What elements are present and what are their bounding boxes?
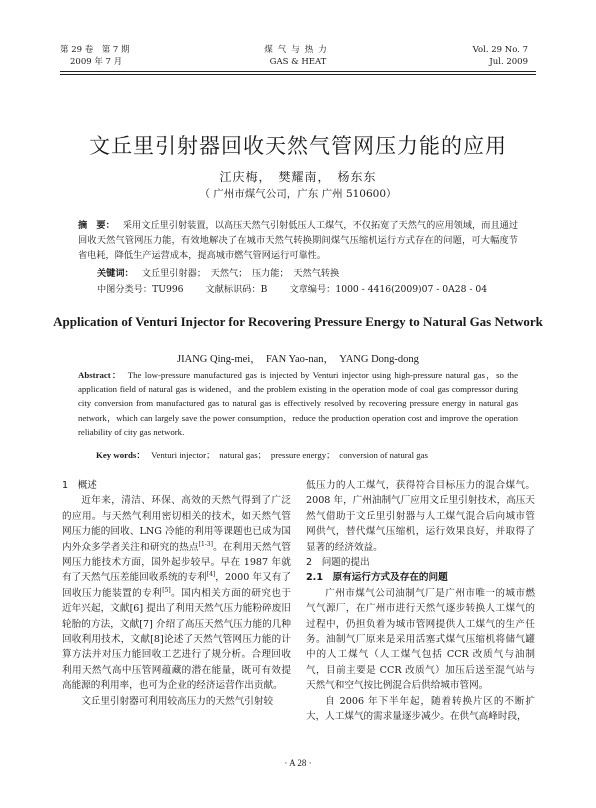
paper-title-en: Application of Venturi Injector for Recovering Pressure Energy to Natural Gas Network [53,314,543,329]
journal-name-cn: 煤气与热力 [264,45,332,55]
authors-en: JIANG Qing-mei， FAN Yao-nan， YANG Dong-dong [177,354,419,365]
body-column-right [306,478,535,725]
keywords-cn-label: 关键词： [97,268,134,279]
date-cn: 2009 年 7 月 [70,57,123,67]
authors-cn: 江庆梅， 樊耀南， 杨东东 [219,170,377,184]
abstract-cn-text: 采用文丘里引射装置，以高压天然气引射低压人工煤气，不仅拓宽了天然气的应用领域，而且通过回收天然气管网压力能，有效地解决了在城市天然气转换期间煤气压缩机运行方式存在的问题，可大幅度节省电耗，降低生产运营成本，提高城市燃气管网运行可靠性。 [78,220,519,261]
classification-cn [97,283,537,297]
citation: [5] [162,586,171,594]
journal-name-en: GAS & HEAT [269,57,327,67]
page-number: · A 28 · [284,758,312,768]
volume-cn: 第 29 卷 第 7 期 [60,45,130,55]
section-2-1-paragraph-2: 自 2006 年下半年起，随着转换片区的不断扩大，人工煤气的需求量逐步减少。在供气高峰时段， [306,695,535,723]
paper-title-cn: 文丘里引射器回收天然气管网压力能的应用 [89,134,507,158]
paragraph-text: ，2000 年又有了回收压力能装置的专利 [62,572,291,599]
header-rule [60,71,536,72]
header-left [60,44,130,68]
citation: [4] [206,571,216,579]
keywords-en-label: Key words： [96,450,146,460]
abstract-en-label: Abstract： [78,370,122,380]
section-1-heading: 1 概述 [62,480,97,491]
article-number: 文章编号：1000 - 4416(2009)07 - 0A28 - 04 [289,284,488,295]
paragraph-text: 。在利用天然气管网压力能技术方面，国外起步较早。早在 1987 年就有了天然气压差能回收系统的专利 [62,541,292,584]
section-1-paragraph-2-continued: 低压力的人工煤气，获得符合目标压力的混合煤气。2008 年，广州油制气厂应用文丘里引射技术，高压天然气借助于文丘里引射器与人工煤气混合后向城市管网供气，替代煤气压缩机，运行效果良好，并取得了显著的经济效益。 [306,480,535,553]
header-center [200,44,396,68]
citation: [1-3] [198,540,213,548]
document-code: 文献标识码：B [205,284,268,295]
keywords-en [96,448,536,462]
body-column-left [62,478,291,709]
keywords-cn-text: 文丘里引射器； 天然气； 压力能； 天然气转换 [141,268,340,279]
header-rule-thin [60,74,536,75]
section-2-heading: 2 问题的提出 [306,557,370,569]
header-right [473,44,528,68]
affiliation-cn: （ 广州市煤气公司，广东 广州 510600） [199,188,397,200]
keywords-cn [97,267,527,281]
section-2-1-heading: 2.1 原有运行方式及存在的问题 [306,572,448,584]
volume-en: Vol. 29 No. 7 [472,45,528,55]
abstract-en [78,368,518,439]
abstract-cn-label: 摘 要： [78,220,115,231]
section-1-paragraph-1 [62,493,291,693]
keywords-en-text: Venturi injector； natural gas； pressure energy； conversion of natural gas [151,450,428,460]
section-2-1-paragraph-1: 广州市煤气公司油制气厂是广州市唯一的城市燃气气源厂，在广州市进行天然气逐步转换人工煤气的过程中，仍担负着为城市管网提供人工煤气的生产任务。油制气厂原来是采用活塞式煤气压缩机将储气罐中的人工煤气（人工煤气包括 CCR 改质气与油制气，目前主要是 CCR 改质气）加压后送至混气站与天然气和空气按比例混合后供给城市管网。 [306,587,535,692]
section-1-paragraph-2-start: 文丘里引射器可利用较高压力的天然气引射较 [81,695,274,707]
abstract-en-text: The low-pressure manufactured gas is injected by Venturi injector using high-pressure natural gas，so the application field of natural gas is widened，and the problem existing in the operation mode of coal gas compressor during city conversion from manufactured gas to natural gas is effectively resolved by recovering pressure energy in natural gas network，which can largely save the power consumption，reduce the production operation cost and improve the operation reliability of city gas network. [78,370,518,437]
paragraph-text: 近年来，清洁、环保、高效的天然气得到了广泛的应用。与天然气利用密切相关的技术，如天然气管网压力能的回收、LNG 冷能的利用等课题也已成为国内外众多学者关注和研究的热点 [62,495,291,553]
date-en: Jul. 2009 [489,57,528,67]
abstract-cn [78,218,518,263]
clc-number: 中图分类号：TU996 [97,284,184,295]
paragraph-text: 。国内相关方面的研究也于近年兴起，文献[6] 提出了利用天然气压力能粉碎废旧轮胎的方法，文献[7] 介绍了高压天然气压力能的几种回收利用技术，文献[8]论述了天然气管网压力能的计算方法并对压力能回收工艺进行了规分析。合理回收利用天然气高中压管网蕴藏的潜在能量，既可有效提高能源的利用率，也可为企业的经济运营作出贡献。 [62,587,292,692]
page-header [0,0,596,80]
